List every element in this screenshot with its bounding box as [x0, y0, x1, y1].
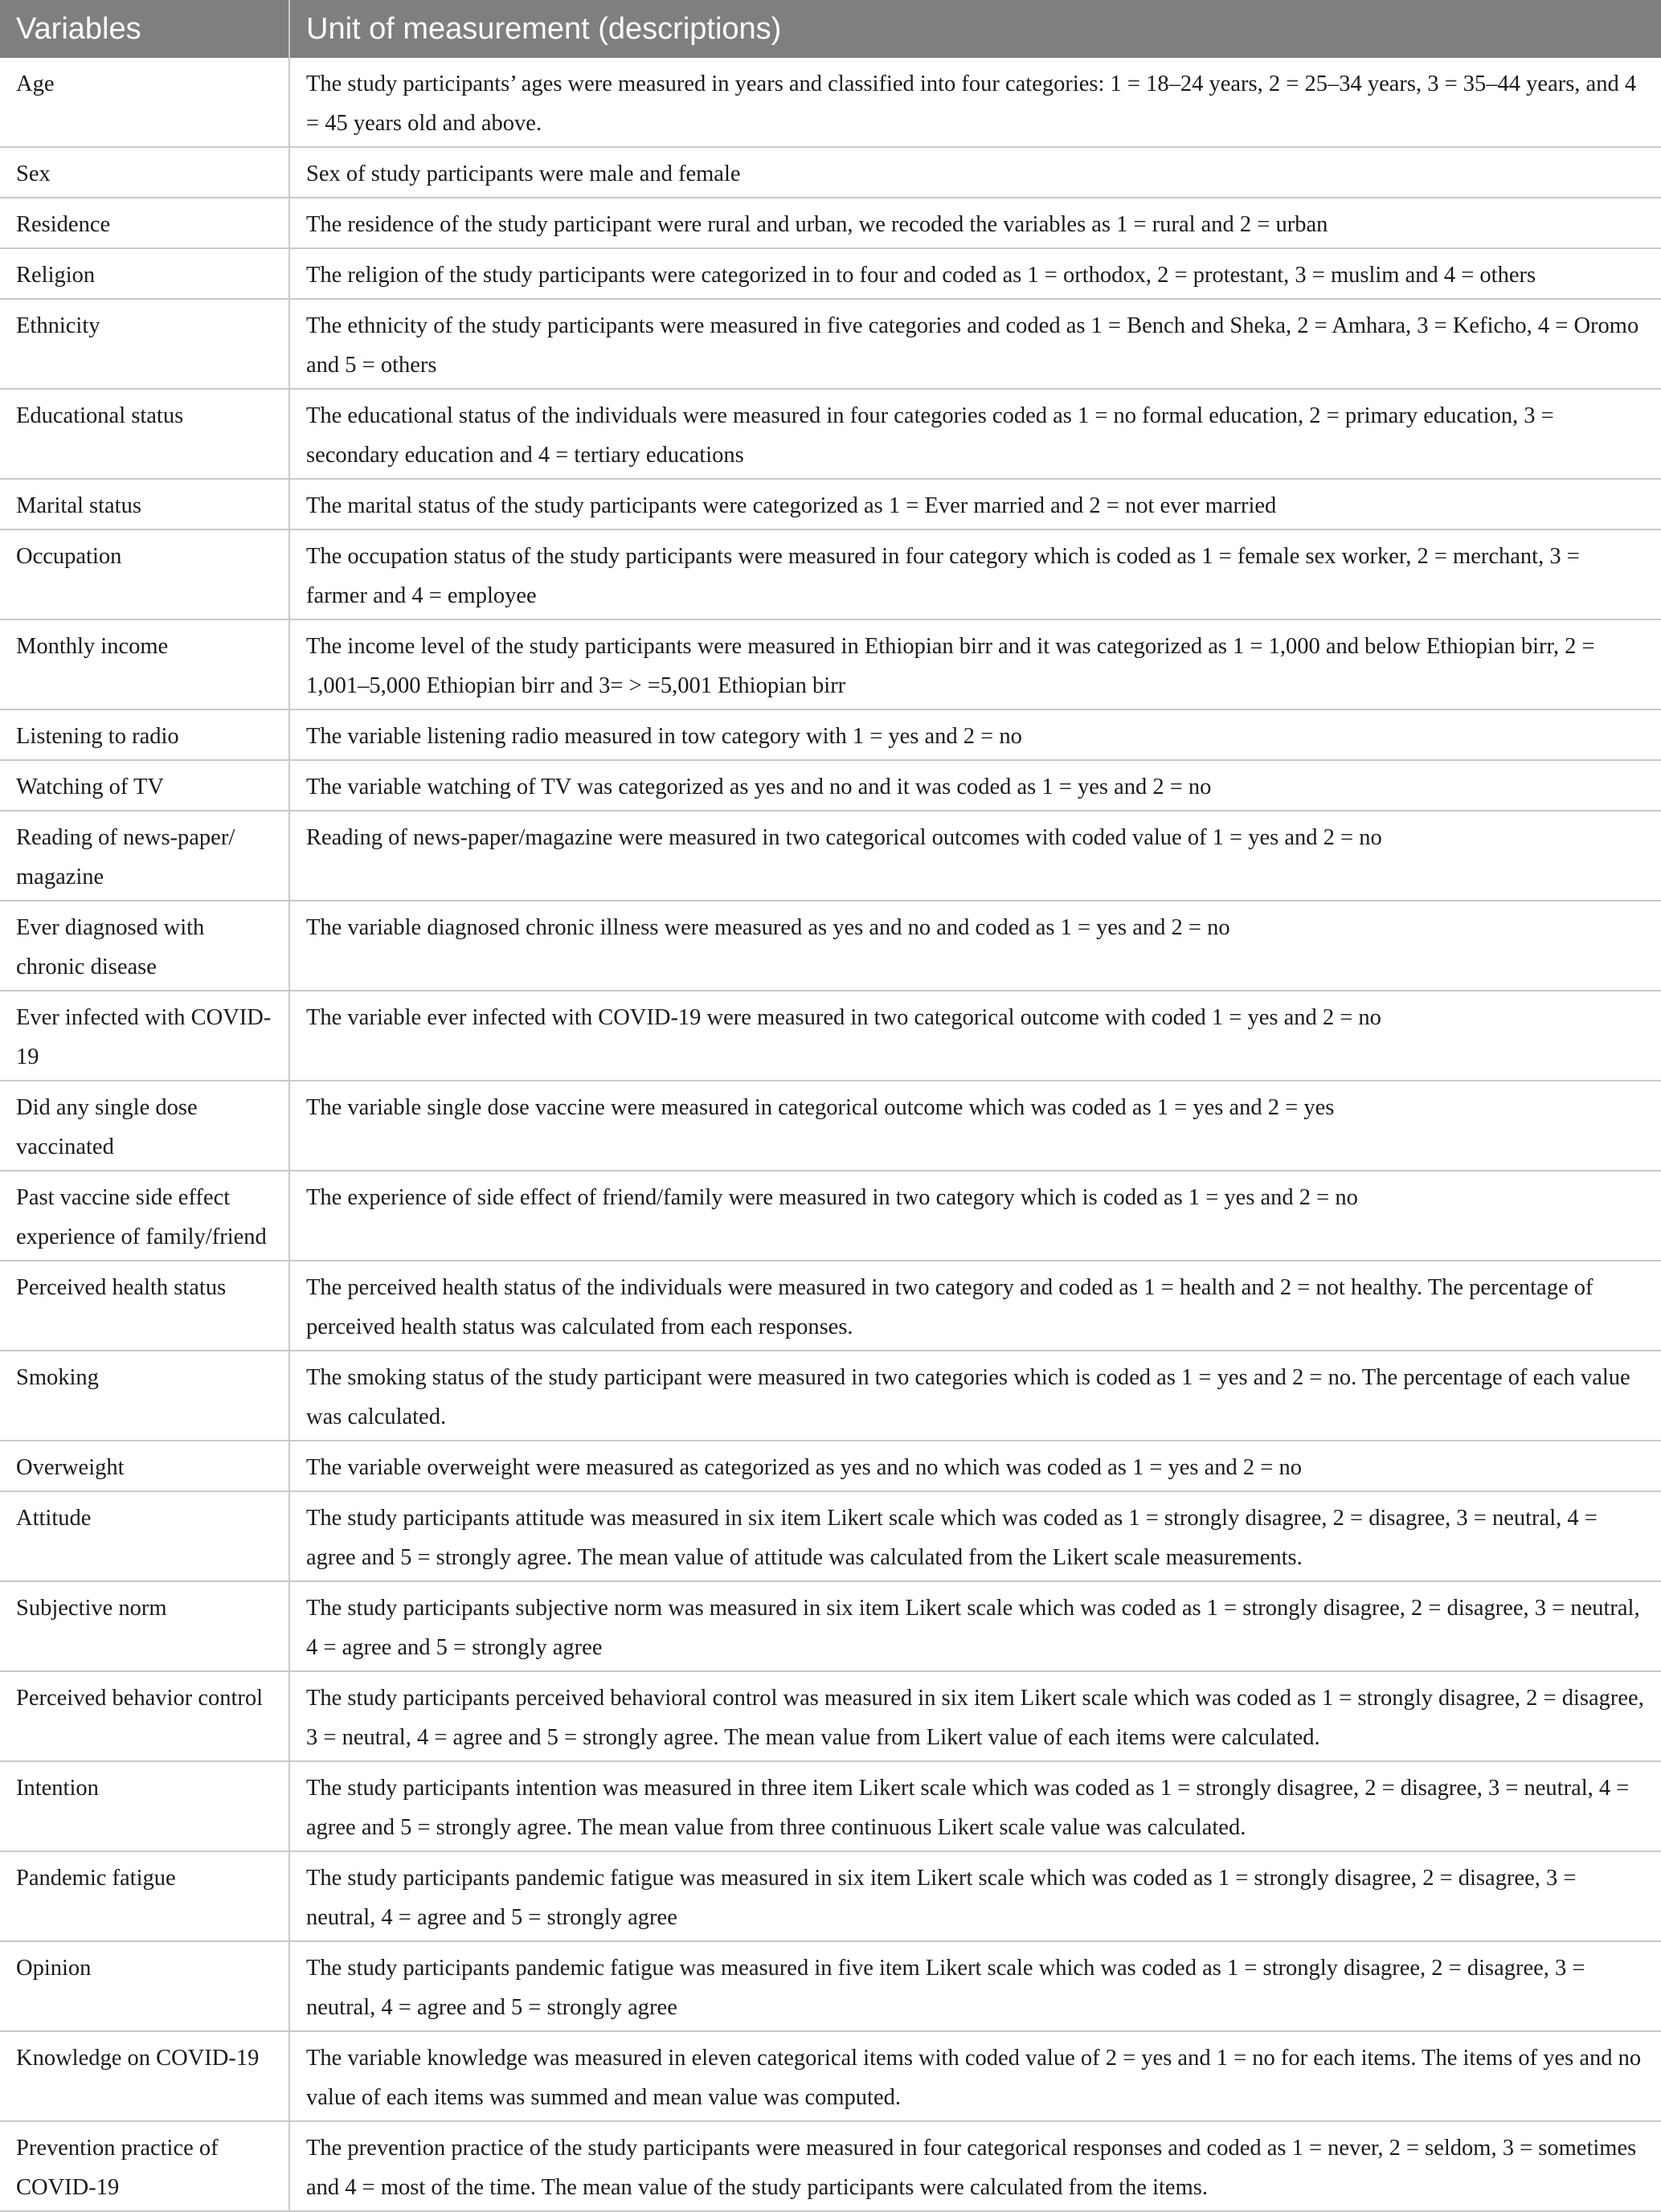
table-row — [0, 147, 1661, 198]
variable-cell: Perceived health status — [0, 1261, 289, 1351]
header-unit-of-measurement: Unit of measurement (descriptions) — [289, 0, 1661, 58]
description-cell: The variable knowledge was measured in eleven categorical items with coded value of 2 = yes and 1 = no for each items. The items of yes and no value of each items was summed and mean value was computed. — [289, 2031, 1661, 2121]
header-row — [0, 0, 1661, 58]
table-row — [0, 2031, 1661, 2121]
description-cell: The occupation status of the study participants were measured in four category which is coded as 1 = female sex worker, 2 = merchant, 3 = farmer and 4 = employee — [289, 529, 1661, 619]
variable-cell: Subjective norm — [0, 1581, 289, 1671]
table-row — [0, 709, 1661, 760]
description-cell: The study participants pandemic fatigue was measured in five item Likert scale which was coded as 1 = strongly disagree, 2 = disagree, 3 = neutral, 4 = agree and 5 = strongly agree — [289, 1941, 1661, 2031]
variable-cell: Marital status — [0, 479, 289, 529]
table-row — [0, 991, 1661, 1081]
description-cell: The ethnicity of the study participants were measured in five categories and coded as 1 = Bench and Sheka, 2 = Amhara, 3 = Keficho, 4 = Oromo and 5 = others — [289, 299, 1661, 389]
description-cell: The residence of the study participant were rural and urban, we recoded the variables as 1 = rural and 2 = urban — [289, 198, 1661, 248]
description-cell: The experience of side effect of friend/family were measured in two category which is coded as 1 = yes and 2 = no — [289, 1171, 1661, 1261]
description-cell: The marital status of the study participants were categorized as 1 = Ever married and 2 = not ever married — [289, 479, 1661, 529]
description-cell: The variable ever infected with COVID-19 were measured in two categorical outcome with coded 1 = yes and 2 = no — [289, 991, 1661, 1081]
table-header — [0, 0, 1661, 58]
description-cell: The variable listening radio measured in tow category with 1 = yes and 2 = no — [289, 709, 1661, 760]
description-cell: The educational status of the individuals were measured in four categories coded as 1 = no formal education, 2 = primary education, 3 = secondary education and 4 = tertiary educations — [289, 389, 1661, 479]
table-row — [0, 58, 1661, 147]
table-row — [0, 1491, 1661, 1581]
table-row — [0, 479, 1661, 529]
variable-cell: Attitude — [0, 1491, 289, 1581]
table-row — [0, 1351, 1661, 1441]
variable-cell: Pandemic fatigue — [0, 1851, 289, 1941]
description-cell: The religion of the study participants were categorized in to four and coded as 1 = orthodox, 2 = protestant, 3 = muslim and 4 = others — [289, 248, 1661, 299]
description-cell: The prevention practice of the study participants were measured in four categorical responses and coded as 1 = never, 2 = seldom, 3 = sometimes and 4 = most of the time. The mean value of the study participants were calculated from the items. — [289, 2121, 1661, 2211]
variable-cell: Knowledge on COVID-19 — [0, 2031, 289, 2121]
table-row — [0, 198, 1661, 248]
variable-cell: Ever infected with COVID-19 — [0, 991, 289, 1081]
table-row — [0, 1081, 1661, 1171]
variable-cell: Sex — [0, 147, 289, 198]
variable-cell: Reading of news-paper/ magazine — [0, 811, 289, 901]
table-row — [0, 1261, 1661, 1351]
table-row — [0, 1581, 1661, 1671]
description-cell: The income level of the study participants were measured in Ethiopian birr and it was categorized as 1 = 1,000 and below Ethiopian birr, 2 = 1,001–5,000 Ethiopian birr and 3= > =5,001 Ethiopian birr — [289, 619, 1661, 709]
table-body — [0, 58, 1661, 2211]
table-row — [0, 1851, 1661, 1941]
variable-cell: Religion — [0, 248, 289, 299]
table-row — [0, 1761, 1661, 1851]
description-cell: Sex of study participants were male and female — [289, 147, 1661, 198]
table-row — [0, 811, 1661, 901]
variable-cell: Perceived behavior control — [0, 1671, 289, 1761]
table-row — [0, 1441, 1661, 1491]
variable-cell: Educational status — [0, 389, 289, 479]
description-cell: The study participants perceived behavioral control was measured in six item Likert scale which was coded as 1 = strongly disagree, 2 = disagree, 3 = neutral, 4 = agree and 5 = strongly agree. The mean value from Likert value of each items were calculated. — [289, 1671, 1661, 1761]
variable-cell: Monthly income — [0, 619, 289, 709]
description-cell: The study participants’ ages were measured in years and classified into four categories: 1 = 18–24 years, 2 = 25–34 years, 3 = 35–44 years, and 4 = 45 years old and above. — [289, 58, 1661, 147]
variable-cell: Intention — [0, 1761, 289, 1851]
table-row — [0, 619, 1661, 709]
variable-cell: Age — [0, 58, 289, 147]
description-cell: Reading of news-paper/magazine were measured in two categorical outcomes with coded value of 1 = yes and 2 = no — [289, 811, 1661, 901]
variable-cell: Opinion — [0, 1941, 289, 2031]
description-cell: The variable watching of TV was categorized as yes and no and it was coded as 1 = yes and 2 = no — [289, 760, 1661, 811]
variable-cell: Smoking — [0, 1351, 289, 1441]
table-row — [0, 901, 1661, 991]
description-cell: The variable overweight were measured as categorized as yes and no which was coded as 1 = yes and 2 = no — [289, 1441, 1661, 1491]
description-cell: The smoking status of the study participant were measured in two categories which is coded as 1 = yes and 2 = no. The percentage of each value was calculated. — [289, 1351, 1661, 1441]
header-variables: Variables — [0, 0, 289, 58]
table-row — [0, 389, 1661, 479]
table-row — [0, 248, 1661, 299]
variable-cell: Residence — [0, 198, 289, 248]
description-cell: The study participants subjective norm was measured in six item Likert scale which was coded as 1 = strongly disagree, 2 = disagree, 3 = neutral, 4 = agree and 5 = strongly agree — [289, 1581, 1661, 1671]
table-row — [0, 1171, 1661, 1261]
table-row — [0, 2121, 1661, 2211]
variable-cell: Past vaccine side effect experience of family/friend — [0, 1171, 289, 1261]
variable-cell: Overweight — [0, 1441, 289, 1491]
description-cell: The study participants intention was measured in three item Likert scale which was coded as 1 = strongly disagree, 2 = disagree, 3 = neutral, 4 = agree and 5 = strongly agree. The mean value from three continuous Likert scale value was calculated. — [289, 1761, 1661, 1851]
table-row — [0, 760, 1661, 811]
table-row — [0, 1941, 1661, 2031]
variable-cell: Did any single dose vaccinated — [0, 1081, 289, 1171]
description-cell: The variable diagnosed chronic illness were measured as yes and no and coded as 1 = yes and 2 = no — [289, 901, 1661, 991]
table-row — [0, 1671, 1661, 1761]
table-row — [0, 299, 1661, 389]
description-cell: The study participants attitude was measured in six item Likert scale which was coded as 1 = strongly disagree, 2 = disagree, 3 = neutral, 4 = agree and 5 = strongly agree. The mean value of attitude was calculated from the Likert scale measurements. — [289, 1491, 1661, 1581]
description-cell: The perceived health status of the individuals were measured in two category and coded as 1 = health and 2 = not healthy. The percentage of perceived health status was calculated from each responses. — [289, 1261, 1661, 1351]
description-cell: The study participants pandemic fatigue was measured in six item Likert scale which was coded as 1 = strongly disagree, 2 = disagree, 3 = neutral, 4 = agree and 5 = strongly agree — [289, 1851, 1661, 1941]
variable-cell: Watching of TV — [0, 760, 289, 811]
variable-cell: Listening to radio — [0, 709, 289, 760]
variable-cell: Ethnicity — [0, 299, 289, 389]
table-row — [0, 529, 1661, 619]
description-cell: The variable single dose vaccine were measured in categorical outcome which was coded as 1 = yes and 2 = yes — [289, 1081, 1661, 1171]
variable-cell: Occupation — [0, 529, 289, 619]
variable-cell: Prevention practice of COVID-19 — [0, 2121, 289, 2211]
variable-cell: Ever diagnosed with chronic disease — [0, 901, 289, 991]
